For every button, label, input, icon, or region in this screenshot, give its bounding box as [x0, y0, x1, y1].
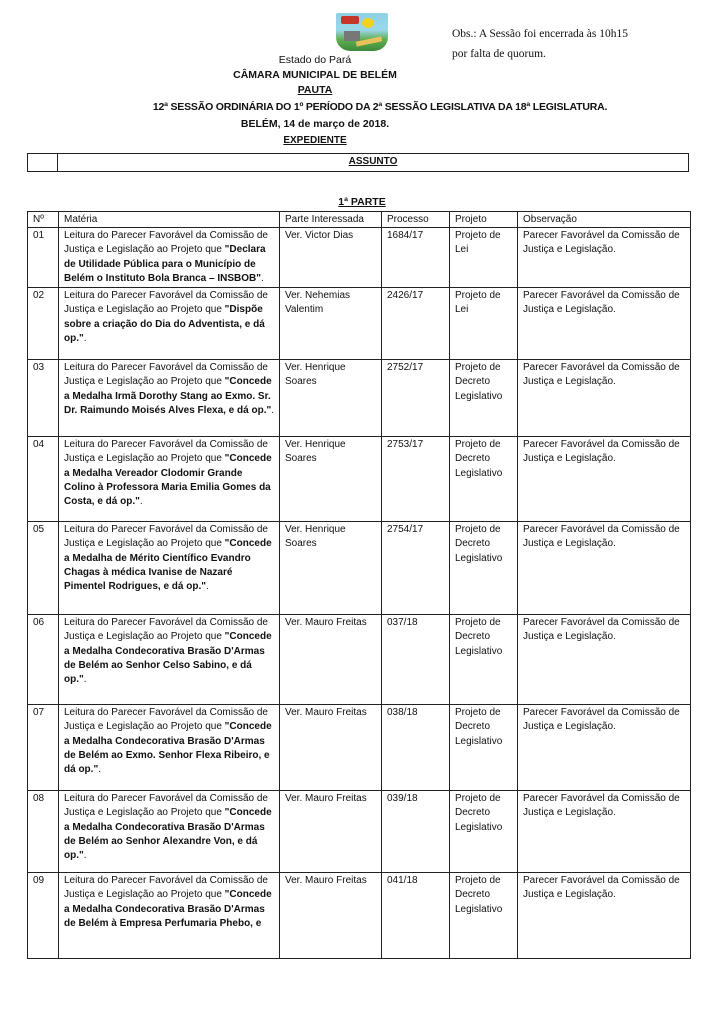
- estado-label: Estado do Pará: [278, 54, 352, 66]
- materia-intro: Leitura do Parecer Favorável da Comissão de Justiça e Legislação ao Projeto que: [64, 875, 268, 901]
- row-obs: Parecer Favorável da Comissão de Justiça e Legislação.: [518, 791, 691, 873]
- obs-note: [452, 24, 682, 64]
- row-parte: Ver. Mauro Freitas: [280, 873, 382, 959]
- row-parte: Ver. Henrique Soares: [280, 360, 382, 437]
- row-parte: Ver. Mauro Freitas: [280, 705, 382, 791]
- materia-title: "Concede a Medalha Condecorativa Brasão D'Armas de Belém à Empresa Perfumaria Phebo, e: [64, 889, 272, 929]
- row-obs: Parecer Favorável da Comissão de Justiça e Legislação.: [518, 228, 691, 288]
- table-row: [28, 522, 691, 615]
- assunto-heading: ASSUNTO: [348, 156, 398, 167]
- materia-title: "Concede a Medalha Vereador Clodomir Grande Colino à Professora Maria Emilia Gomes da Costa, e dá op.": [64, 453, 272, 508]
- assunto-blank-cell: [28, 154, 58, 171]
- brasao-logo-icon: [336, 13, 388, 51]
- row-num: 02: [28, 288, 59, 360]
- materia-title: "Declara de Utilidade Pública para o Município de Belém o Instituto Bola Branca – INSBOB": [64, 244, 266, 284]
- row-parte: Ver. Mauro Freitas: [280, 615, 382, 705]
- row-parte: Ver. Henrique Soares: [280, 437, 382, 522]
- row-projeto: Projeto de Decreto Legislativo: [450, 791, 518, 873]
- row-num: 03: [28, 360, 59, 437]
- row-materia: [59, 228, 280, 288]
- row-num: 07: [28, 705, 59, 791]
- row-obs: Parecer Favorável da Comissão de Justiça e Legislação.: [518, 288, 691, 360]
- table-row: [28, 360, 691, 437]
- row-materia: [59, 791, 280, 873]
- row-parte: Ver. Nehemias Valentim: [280, 288, 382, 360]
- materia-intro: Leitura do Parecer Favorável da Comissão de Justiça e Legislação ao Projeto que: [64, 290, 268, 316]
- col-header-projeto: Projeto: [450, 212, 518, 228]
- row-materia: [59, 360, 280, 437]
- row-projeto: Projeto de Lei: [450, 228, 518, 288]
- camara-title: CÂMARA MUNICIPAL DE BELÉM: [233, 69, 397, 81]
- expediente-heading: EXPEDIENTE: [283, 135, 347, 146]
- row-processo: 038/18: [382, 705, 450, 791]
- row-num: 09: [28, 873, 59, 959]
- row-processo: 2754/17: [382, 522, 450, 615]
- materia-intro: Leitura do Parecer Favorável da Comissão de Justiça e Legislação ao Projeto que: [64, 230, 268, 256]
- row-materia: [59, 288, 280, 360]
- materia-title: "Concede a Medalha Condecorativa Brasão D'Armas de Belém ao Senhor Alexandre Von, e dá op.": [64, 807, 272, 862]
- row-parte: Ver. Mauro Freitas: [280, 791, 382, 873]
- row-processo: 041/18: [382, 873, 450, 959]
- col-header-observacao: Observação: [518, 212, 691, 228]
- obs-line-1: Obs.: A Sessão foi encerrada às 10h15: [452, 28, 628, 40]
- row-num: 04: [28, 437, 59, 522]
- materia-title: "Dispõe sobre a criação do Dia do Adventista, e dá op.": [64, 304, 265, 344]
- row-projeto: Projeto de Decreto Legislativo: [450, 873, 518, 959]
- assunto-table: [27, 153, 689, 172]
- table-row: [28, 228, 691, 288]
- row-materia: [59, 437, 280, 522]
- materia-end: .: [261, 272, 264, 284]
- table-header-row: [28, 212, 691, 228]
- materia-title: "Concede a Medalha Condecorativa Brasão D'Armas de Belém ao Senhor Celso Sabino, e dá op.": [64, 631, 272, 686]
- parte-heading: 1ª PARTE: [338, 196, 386, 208]
- sessao-title: 12ª SESSÃO ORDINÁRIA DO 1º PERÍODO DA 2ª SESSÃO LEGISLATIVA DA 18ª LEGISLATURA.: [152, 101, 608, 113]
- table-row: [28, 288, 691, 360]
- row-processo: 2752/17: [382, 360, 450, 437]
- row-obs: Parecer Favorável da Comissão de Justiça e Legislação.: [518, 705, 691, 791]
- row-obs: Parecer Favorável da Comissão de Justiça e Legislação.: [518, 615, 691, 705]
- table-row: [28, 873, 691, 959]
- materia-title: "Concede a Medalha Irmã Dorothy Stang ao Exmo. Sr. Dr. Raimundo Moisés Alves Flexa, e dá op.": [64, 376, 272, 416]
- row-processo: 2753/17: [382, 437, 450, 522]
- table-row: [28, 705, 691, 791]
- materia-intro: Leitura do Parecer Favorável da Comissão de Justiça e Legislação ao Projeto que: [64, 362, 268, 388]
- row-processo: 2426/17: [382, 288, 450, 360]
- row-processo: 039/18: [382, 791, 450, 873]
- row-materia: [59, 705, 280, 791]
- materia-end: .: [98, 764, 101, 776]
- col-header-num: Nº: [28, 212, 59, 228]
- materia-end: .: [271, 404, 274, 416]
- materia-intro: Leitura do Parecer Favorável da Comissão de Justiça e Legislação ao Projeto que: [64, 439, 268, 465]
- row-obs: Parecer Favorável da Comissão de Justiça e Legislação.: [518, 873, 691, 959]
- materia-end: .: [83, 674, 87, 686]
- obs-line-2: por falta de quorum.: [452, 48, 546, 60]
- date-line: BELÉM, 14 de março de 2018.: [240, 118, 390, 130]
- row-num: 01: [28, 228, 59, 288]
- materia-title: "Concede a Medalha Condecorativa Brasão D'Armas de Belém ao Exmo. Senhor Flexa Ribeiro, e dá op.": [64, 721, 272, 776]
- table-row: [28, 437, 691, 522]
- row-materia: [59, 615, 280, 705]
- row-obs: Parecer Favorável da Comissão de Justiça e Legislação.: [518, 522, 691, 615]
- materia-end: .: [206, 581, 209, 593]
- row-obs: Parecer Favorável da Comissão de Justiça e Legislação.: [518, 360, 691, 437]
- materia-intro: Leitura do Parecer Favorável da Comissão de Justiça e Legislação ao Projeto que: [64, 793, 268, 819]
- row-materia: [59, 522, 280, 615]
- row-projeto: Projeto de Decreto Legislativo: [450, 615, 518, 705]
- materia-end: .: [139, 496, 143, 508]
- pauta-heading: PAUTA: [297, 84, 333, 96]
- materia-intro: Leitura do Parecer Favorável da Comissão de Justiça e Legislação ao Projeto que: [64, 617, 268, 643]
- row-projeto: Projeto de Lei: [450, 288, 518, 360]
- materia-end: .: [83, 850, 87, 862]
- row-num: 06: [28, 615, 59, 705]
- row-projeto: Projeto de Decreto Legislativo: [450, 522, 518, 615]
- table-row: [28, 615, 691, 705]
- col-header-parte: Parte Interessada: [280, 212, 382, 228]
- row-processo: 037/18: [382, 615, 450, 705]
- materia-intro: Leitura do Parecer Favorável da Comissão de Justiça e Legislação ao Projeto que: [64, 707, 268, 733]
- row-projeto: Projeto de Decreto Legislativo: [450, 705, 518, 791]
- row-processo: 1684/17: [382, 228, 450, 288]
- table-row: [28, 791, 691, 873]
- materia-title: "Concede a Medalha de Mérito Científico Evandro Chagas à médica Ivanise de Nazaré Pimentel Rodrigues, e dá op.": [64, 538, 272, 593]
- row-parte: Ver. Henrique Soares: [280, 522, 382, 615]
- row-num: 05: [28, 522, 59, 615]
- col-header-materia: Matéria: [59, 212, 280, 228]
- row-num: 08: [28, 791, 59, 873]
- row-obs: Parecer Favorável da Comissão de Justiça e Legislação.: [518, 437, 691, 522]
- row-materia: [59, 873, 280, 959]
- materia-intro: Leitura do Parecer Favorável da Comissão de Justiça e Legislação ao Projeto que: [64, 524, 268, 550]
- materia-end: .: [83, 332, 87, 344]
- pauta-table: [27, 211, 691, 959]
- col-header-processo: Processo: [382, 212, 450, 228]
- row-projeto: Projeto de Decreto Legislativo: [450, 437, 518, 522]
- row-parte: Ver. Victor Dias: [280, 228, 382, 288]
- row-projeto: Projeto de Decreto Legislativo: [450, 360, 518, 437]
